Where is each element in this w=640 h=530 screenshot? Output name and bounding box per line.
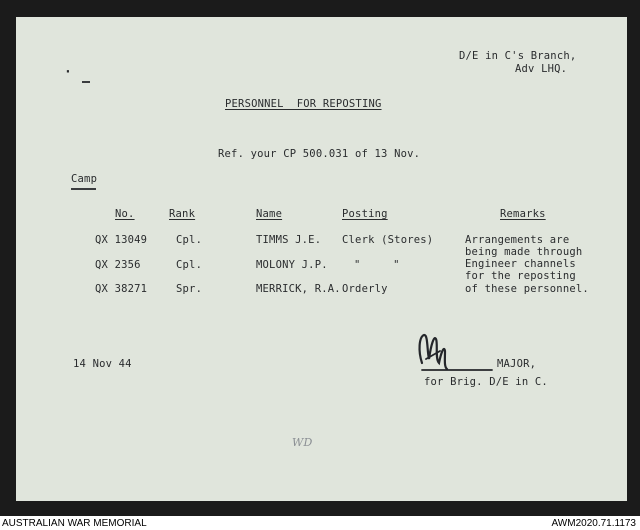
signature xyxy=(414,329,496,373)
row-3-posting: Orderly xyxy=(342,283,388,295)
row-1-no: QX 13049 xyxy=(95,234,148,246)
row-1-posting: Clerk (Stores) xyxy=(342,234,434,246)
header-name: Name xyxy=(256,208,283,220)
addressee: Camp xyxy=(71,173,98,185)
sender-line-2: Adv LHQ. xyxy=(515,63,568,75)
remarks-line-5: of these personnel. xyxy=(465,283,589,295)
archive-reference: AWM2020.71.1173 xyxy=(551,518,636,529)
ink-mark: · xyxy=(64,65,73,80)
addressee-underline xyxy=(71,188,96,190)
header-no: No. xyxy=(115,208,135,220)
document-title: PERSONNEL FOR REPOSTING xyxy=(225,98,382,110)
ink-mark-dash xyxy=(82,81,90,83)
archive-name: AUSTRALIAN WAR MEMORIAL xyxy=(2,518,147,529)
reference-line: Ref. your CP 500.031 of 13 Nov. xyxy=(218,148,421,160)
row-1-name: TIMMS J.E. xyxy=(256,234,322,246)
remarks-line-1: Arrangements are xyxy=(465,234,570,246)
header-posting: Posting xyxy=(342,208,388,220)
remarks-line-3: Engineer channels xyxy=(465,258,576,270)
row-3-name: MERRICK, R.A. xyxy=(256,283,341,295)
remarks-line-4: for the reposting xyxy=(465,270,576,282)
row-1-rank: Cpl. xyxy=(176,234,203,246)
header-remarks: Remarks xyxy=(500,208,546,220)
archive-footer xyxy=(0,517,640,530)
document-page xyxy=(16,17,627,501)
row-3-rank: Spr. xyxy=(176,283,203,295)
sender-line-1: D/E in C's Branch, xyxy=(459,50,577,62)
row-2-name: MOLONY J.P. xyxy=(256,259,328,271)
header-rank: Rank xyxy=(169,208,196,220)
row-3-no: QX 38271 xyxy=(95,283,148,295)
signatory-for-line: for Brig. D/E in C. xyxy=(424,376,548,388)
row-2-rank: Cpl. xyxy=(176,259,203,271)
row-2-no: QX 2356 xyxy=(95,259,141,271)
pencil-initials: WD xyxy=(292,436,313,449)
row-2-posting: " " xyxy=(354,259,400,271)
signatory-rank: MAJOR, xyxy=(497,358,537,370)
remarks-line-2: being made through xyxy=(465,246,583,258)
document-date: 14 Nov 44 xyxy=(73,358,132,370)
